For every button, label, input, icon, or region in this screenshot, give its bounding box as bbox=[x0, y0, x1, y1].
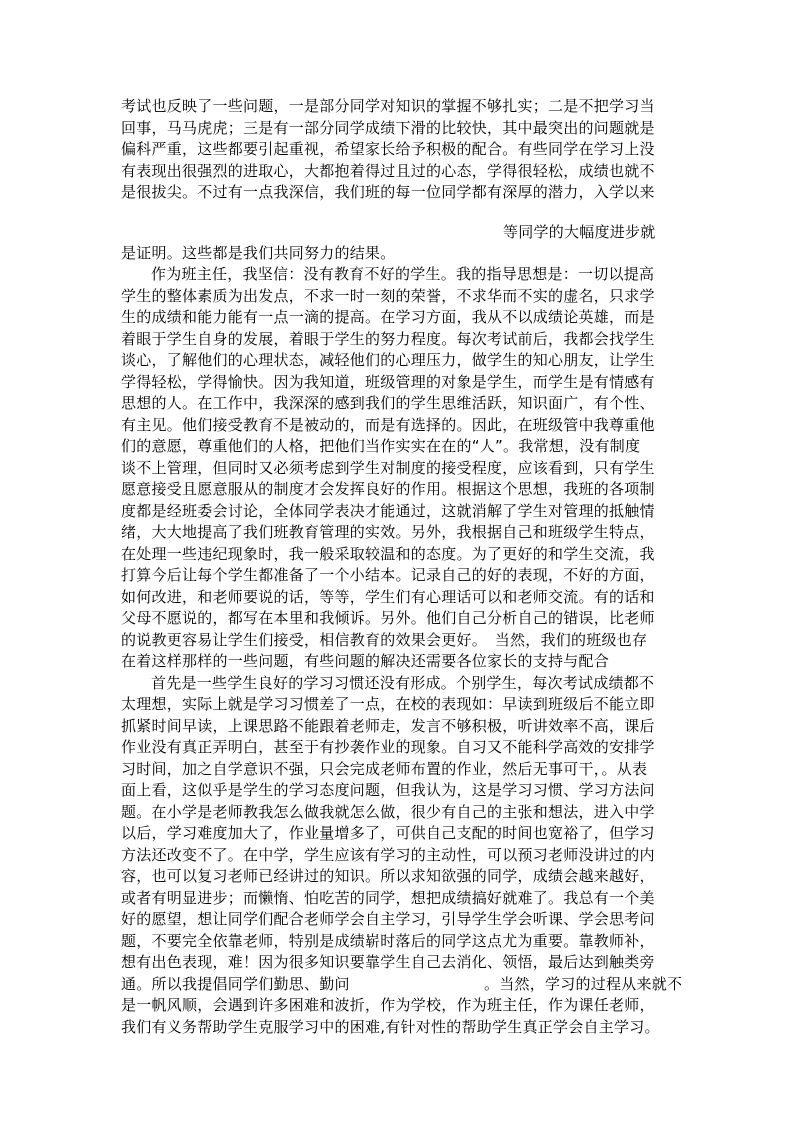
paragraph-line: 好的愿望，想让同学们配合老师学会自主学习，引导学生学会听课、学会思考问 bbox=[121, 910, 655, 928]
paragraph-line: 有主见。他们接受教育不是被动的，而是有选择的。因此，在班级管中我尊重他 bbox=[121, 416, 655, 434]
paragraph-line: 父母不愿说的，都写在本里和我倾诉。另外。他们自己分析自己的错误，比老师 bbox=[121, 609, 655, 627]
paragraph-line: 打算今后让每个学生都准备了一个小结本。记录自己的好的表现，不好的方面， bbox=[121, 566, 655, 584]
paragraph-line: 以后，学习难度加大了，作业量增多了，可供自己支配的时间也宽裕了，但学习 bbox=[121, 824, 655, 842]
paragraph-line: 。当然，学习的过程从来就不 bbox=[484, 975, 683, 993]
paragraph-line: 抓紧时间早读，上课思路不能跟着老师走，发言不够积极，听讲效率不高，课后 bbox=[121, 717, 655, 735]
paragraph-line: 绪，大大地提高了我们班教育管理的实效。另外，我根据自己和班级学生特点， bbox=[121, 523, 655, 541]
paragraph-line: 着眼于学生自身的发展，着眼于学生的努力程度。每次考试前后，我都会找学生 bbox=[121, 330, 655, 348]
paragraph-line: 回事，马马虎虎；三是有一部分同学成绩下滑的比较快，其中最突出的问题就是 bbox=[121, 119, 655, 137]
paragraph-line: 通。所以我提倡同学们勤思、勤问 bbox=[121, 975, 350, 993]
paragraph-line: 是一帆风顺，会遇到许多困难和波折，作为学校，作为班主任，作为课任老师， bbox=[121, 996, 655, 1014]
paragraph-line: 作为班主任，我坚信：没有教育不好的学生。我的指导思想是：一切以提高 bbox=[151, 265, 655, 283]
paragraph-line: 的说教更容易让学生们接受，相信教育的效果会更好。 当然，我们的班级也存 bbox=[121, 631, 648, 649]
paragraph-line: 愿意接受且愿意服从的制度才会发挥良好的作用。根据这个思想，我班的各项制 bbox=[121, 480, 655, 498]
paragraph-line: 方法还改变不了。在中学，学生应该有学习的主动性，可以预习老师没讲过的内 bbox=[121, 846, 655, 864]
paragraph-line: 首先是一些学生良好的学习习惯还没有形成。个别学生，每次考试成绩都不 bbox=[151, 674, 655, 692]
paragraph-line: 考试也反映了一些问题，一是部分同学对知识的掌握不够扎实；二是不把学习当 bbox=[121, 97, 655, 115]
paragraph-line: 习时间，加之自学意识不强，只会完成老师布置的作业，然后无事可干，。从表 bbox=[121, 760, 648, 778]
paragraph-line: 度都是经班委会讨论，全体同学表决才能通过，这就消解了学生对管理的抵触情 bbox=[121, 502, 655, 520]
paragraph-line: 太理想，实际上就是学习习惯差了一点，在校的表现如：早读到班级后不能立即 bbox=[121, 695, 655, 713]
paragraph-line: 在处理一些违纪现象时，我一般采取较温和的态度。为了更好的和学生交流，我 bbox=[121, 545, 655, 563]
paragraph-line: 思想的人。在工作中，我深深的感到我们的学生思维活跃，知识面广，有个性、 bbox=[121, 394, 655, 412]
paragraph-line: 如何改进，和老师要说的话，等等，学生们有心理话可以和老师交流。有的话和 bbox=[121, 588, 655, 606]
paragraph-line: 谈不上管理，但同时又必须考虑到学生对制度的接受程度，应该看到，只有学生 bbox=[121, 459, 655, 477]
paragraph-line: 们的意愿，尊重他们的人格，把他们当作实实在在的“人”。我常想，没有制度 bbox=[121, 437, 641, 455]
paragraph-line: 容，也可以复习老师已经讲过的知识。所以求知欲强的同学，成绩会越来越好， bbox=[121, 867, 655, 885]
paragraph-line: 作业没有真正弄明白，甚至于有抄袭作业的现象。自习又不能科学高效的安排学 bbox=[121, 738, 655, 756]
paragraph-line: 是证明。这些都是我们共同努力的结果。 bbox=[121, 244, 396, 262]
paragraph-line: 偏科严重，这些都要引起重视，希望家长给予积极的配合。有些同学在学习上没 bbox=[121, 140, 655, 158]
paragraph-line: 题，不要完全依靠老师，特别是成绩崭时落后的同学这点尤为重要。靠教师补， bbox=[121, 932, 655, 950]
paragraph-line: 等同学的大幅度进步就 bbox=[503, 223, 656, 241]
paragraph-line: 我们有义务帮助学生克服学习中的困难,有针对性的帮助学生真正学会自主学习。 bbox=[121, 1018, 660, 1036]
paragraph-line: 在着这样那样的一些问题，有些问题的解决还需要各位家长的支持与配合 bbox=[121, 652, 610, 670]
paragraph-line: 有表现出很强烈的进取心，大都抱着得过且过的心态，学得很轻松，成绩也就不 bbox=[121, 162, 655, 180]
paragraph-line: 或者有明显进步；而懒惰、怕吃苦的同学，想把成绩搞好就难了。我总有一个美 bbox=[121, 889, 655, 907]
paragraph-line: 学生的整体素质为出发点，不求一时一刻的荣誉，不求华而不实的虚名，只求学 bbox=[121, 287, 655, 305]
paragraph-line: 谈心，了解他们的心理状态，减轻他们的心理压力，做学生的知心朋友，让学生 bbox=[121, 351, 655, 369]
paragraph-line: 面上看，这似乎是学生的学习态度问题，但我认为，这是学习习惯、学习方法问 bbox=[121, 781, 655, 799]
paragraph-line: 学得轻松，学得愉快。因为我知道，班级管理的对象是学生，而学生是有情感有 bbox=[121, 373, 655, 391]
paragraph-line: 是很拔尖。不过有一点我深信，我们班的每一位同学都有深厚的潜力，入学以来 bbox=[121, 183, 655, 201]
paragraph-line: 生的成绩和能力能有一点一滴的提高。在学习方面，我从不以成绩论英雄，而是 bbox=[121, 308, 655, 326]
paragraph-line: 题。在小学是老师教我怎么做我就怎么做，很少有自己的主张和想法，进入中学 bbox=[121, 803, 655, 821]
paragraph-line: 想有出色表现，难！因为很多知识要靠学生自己去消化、领悟，最后达到触类旁 bbox=[121, 953, 655, 971]
